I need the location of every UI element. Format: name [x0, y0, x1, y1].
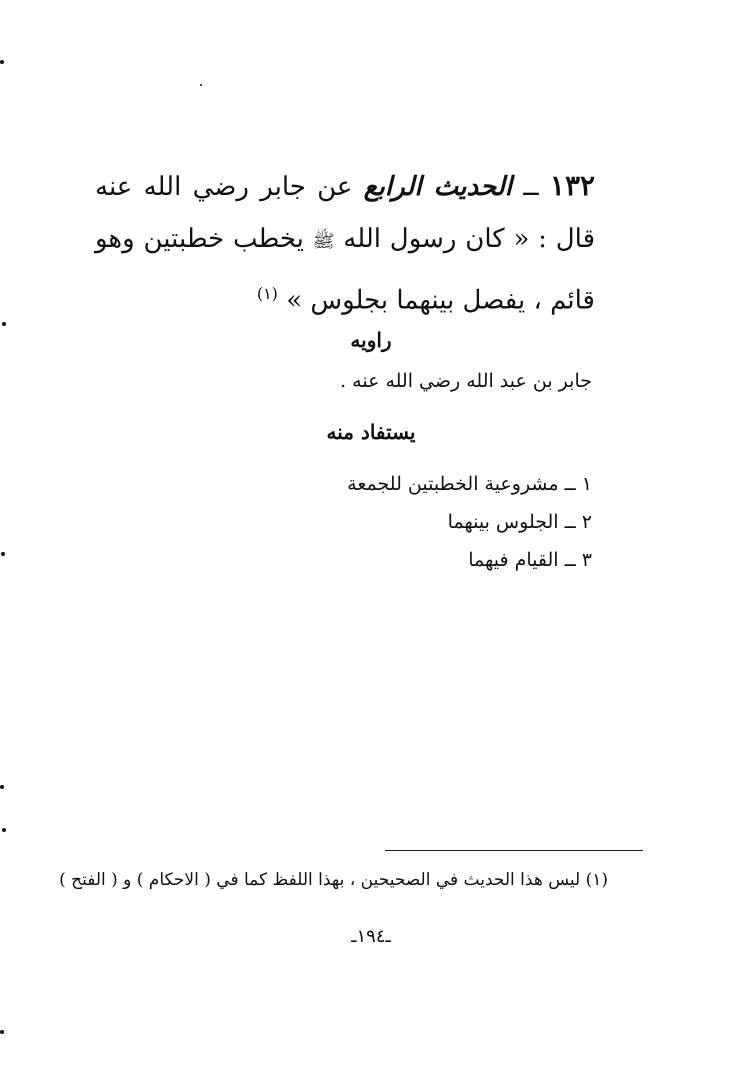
scan-speck [1, 552, 5, 556]
scan-speck [0, 785, 4, 789]
footnote-divider [385, 850, 643, 851]
honorific-symbol: ﷺ [312, 231, 335, 252]
hadith-text-part-2: يخطب خطبتين وهو قائم ، يفصل بينهما بجلوس » [95, 224, 595, 316]
footnote-reference: (١) [256, 284, 278, 303]
benefit-item: ١ ــ مشروعية الخطبتين للجمعة [347, 473, 592, 495]
scan-speck [0, 60, 4, 64]
hadith-paragraph [95, 160, 595, 327]
hadith-number: ١٣٢ [549, 169, 596, 202]
benefit-item: ٣ ــ القيام فيهما [468, 549, 592, 571]
scan-speck [0, 1030, 4, 1034]
scan-speck [200, 84, 202, 86]
page-number: ـ١٩٤ـ [351, 926, 391, 947]
benefits-list [347, 465, 592, 579]
hadith-title: الحديث الرابع [363, 172, 513, 202]
hadith-dash: ــ [523, 172, 539, 202]
scan-speck [2, 322, 6, 326]
benefit-item: ٢ ــ الجلوس بينهما [447, 511, 592, 533]
benefits-heading: يستفاد منه [326, 420, 416, 444]
hadith-text-part-1: عن جابر رضي الله عنه قال : « كان رسول الله [95, 172, 595, 254]
narrator-heading: راويه [350, 328, 392, 352]
scan-speck [2, 828, 6, 832]
narrator-text: جابر بن عبد الله رضي الله عنه . [340, 370, 592, 392]
footnote-text: (١) ليس هذا الحديث في الصحيحين ، بهذا اللفظ كما في ( الاحكام ) و ( الفتح ) [59, 870, 608, 890]
